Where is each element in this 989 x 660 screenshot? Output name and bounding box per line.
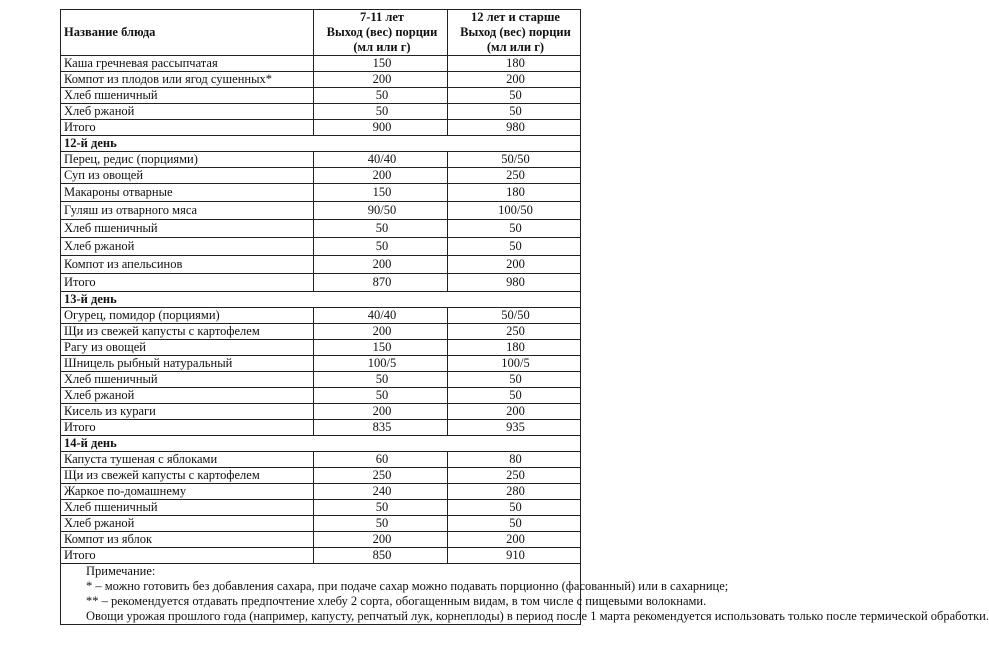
portion-7-11-cell: 40/40 — [314, 152, 448, 168]
dish-name-cell: Суп из овощей — [61, 168, 314, 184]
table-row — [61, 356, 581, 372]
dish-name-cell: Хлеб пшеничный — [61, 88, 314, 104]
portion-7-11-cell: 50 — [314, 516, 448, 532]
portion-12-plus-cell: 980 — [448, 120, 581, 136]
portion-7-11-cell: 850 — [314, 548, 448, 564]
portion-12-plus-cell: 280 — [448, 484, 581, 500]
portion-12-plus-cell: 50/50 — [448, 308, 581, 324]
table-row — [61, 56, 581, 72]
table-row — [61, 340, 581, 356]
table-row — [61, 468, 581, 484]
portion-12-plus-cell: 200 — [448, 72, 581, 88]
age-12-plus-yield-label: Выход (вес) порции — [460, 25, 571, 39]
portion-7-11-cell: 200 — [314, 324, 448, 340]
table-row — [61, 152, 581, 168]
portion-7-11-cell: 835 — [314, 420, 448, 436]
portion-7-11-cell: 150 — [314, 56, 448, 72]
portion-7-11-cell: 50 — [314, 500, 448, 516]
portion-7-11-cell: 40/40 — [314, 308, 448, 324]
note-line: ** – рекомендуется отдавать предпочтение хлебу 2 сорта, обогащенным видам, в том числе с пищевыми волокнами. — [86, 594, 707, 608]
portion-7-11-cell: 60 — [314, 452, 448, 468]
table-row — [61, 202, 581, 220]
day-title: 12-й день — [61, 136, 581, 152]
age-7-11-yield-label: Выход (вес) порции — [326, 25, 438, 39]
dish-name-cell: Огурец, помидор (порциями) — [61, 308, 314, 324]
portion-7-11-cell: 870 — [314, 274, 448, 292]
table-row — [61, 516, 581, 532]
table-header-row — [61, 10, 581, 56]
portion-12-plus-cell: 180 — [448, 184, 581, 202]
portion-7-11-cell: 150 — [314, 184, 448, 202]
portion-12-plus-cell: 100/50 — [448, 202, 581, 220]
portion-12-plus-cell: 200 — [448, 256, 581, 274]
table-row — [61, 120, 581, 136]
dish-name-cell: Кисель из кураги — [61, 404, 314, 420]
menu-table — [60, 9, 989, 625]
age-7-11-unit-label: (мл или г) — [353, 40, 411, 54]
portion-12-plus-cell: 50 — [448, 500, 581, 516]
dish-name-cell: Итого — [61, 420, 314, 436]
dish-name-cell: Каша гречневая рассыпчатая — [61, 56, 314, 72]
portion-7-11-cell: 240 — [314, 484, 448, 500]
portion-7-11-cell: 50 — [314, 238, 448, 256]
age-12-plus-label: 12 лет и старше — [471, 10, 560, 24]
dish-name-cell: Компот из плодов или ягод сушенных* — [61, 72, 314, 88]
portion-12-plus-cell: 250 — [448, 168, 581, 184]
dish-name-cell: Компот из яблок — [61, 532, 314, 548]
table-row — [61, 532, 581, 548]
portion-12-plus-cell: 80 — [448, 452, 581, 468]
portion-12-plus-cell: 180 — [448, 56, 581, 72]
dish-name-cell: Щи из свежей капусты с картофелем — [61, 324, 314, 340]
portion-12-plus-cell: 50 — [448, 238, 581, 256]
table-row — [61, 72, 581, 88]
portion-7-11-cell: 200 — [314, 168, 448, 184]
table-row — [61, 238, 581, 256]
table-row — [61, 324, 581, 340]
dish-name-cell: Хлеб ржаной — [61, 104, 314, 120]
menu-table-body — [61, 56, 581, 564]
dish-column-header: Название блюда — [61, 10, 314, 56]
age-7-11-column-header — [314, 10, 448, 56]
portion-12-plus-cell: 250 — [448, 324, 581, 340]
table-row — [61, 104, 581, 120]
portion-12-plus-cell: 935 — [448, 420, 581, 436]
day-title: 13-й день — [61, 292, 581, 308]
dish-name-cell: Щи из свежей капусты с картофелем — [61, 468, 314, 484]
dish-name-cell: Хлеб пшеничный — [61, 372, 314, 388]
portion-7-11-cell: 150 — [314, 340, 448, 356]
portion-12-plus-cell: 200 — [448, 404, 581, 420]
portion-7-11-cell: 200 — [314, 72, 448, 88]
table-row — [61, 404, 581, 420]
dish-name-cell: Шницель рыбный натуральный — [61, 356, 314, 372]
dish-name-cell: Хлеб ржаной — [61, 516, 314, 532]
table-row — [61, 484, 581, 500]
table-row — [61, 420, 581, 436]
note-block — [61, 564, 989, 625]
portion-12-plus-cell: 50 — [448, 220, 581, 238]
portion-7-11-cell: 200 — [314, 404, 448, 420]
portion-12-plus-cell: 50 — [448, 372, 581, 388]
portion-7-11-cell: 50 — [314, 88, 448, 104]
portion-7-11-cell: 250 — [314, 468, 448, 484]
portion-12-plus-cell: 50 — [448, 516, 581, 532]
table-row — [61, 88, 581, 104]
day-header-row — [61, 436, 581, 452]
dish-name-cell: Капуста тушеная с яблоками — [61, 452, 314, 468]
table-row — [61, 372, 581, 388]
portion-12-plus-cell: 180 — [448, 340, 581, 356]
portion-12-plus-cell: 200 — [448, 532, 581, 548]
portion-7-11-cell: 900 — [314, 120, 448, 136]
table-row — [61, 548, 581, 564]
portion-12-plus-cell: 250 — [448, 468, 581, 484]
note-line: Овощи урожая прошлого года (например, капусту, репчатый лук, корнеплоды) в период после 1 марта рекомендуется использовать только после термической обработки. — [86, 609, 989, 623]
dish-name-cell: Хлеб ржаной — [61, 238, 314, 256]
table-row — [61, 388, 581, 404]
portion-7-11-cell: 50 — [314, 372, 448, 388]
portion-12-plus-cell: 50 — [448, 88, 581, 104]
portion-12-plus-cell: 100/5 — [448, 356, 581, 372]
table-row — [61, 220, 581, 238]
note-title: Примечание: — [86, 564, 156, 578]
portion-12-plus-cell: 50 — [448, 104, 581, 120]
portion-12-plus-cell: 50 — [448, 388, 581, 404]
dish-name-cell: Хлеб ржаной — [61, 388, 314, 404]
dish-name-cell: Гуляш из отварного мяса — [61, 202, 314, 220]
dish-name-cell: Хлеб пшеничный — [61, 220, 314, 238]
note-row — [61, 564, 581, 625]
portion-12-plus-cell: 910 — [448, 548, 581, 564]
dish-name-cell: Макароны отварные — [61, 184, 314, 202]
day-title: 14-й день — [61, 436, 581, 452]
dish-name-cell: Хлеб пшеничный — [61, 500, 314, 516]
table-row — [61, 274, 581, 292]
portion-7-11-cell: 50 — [314, 220, 448, 238]
age-7-11-label: 7-11 лет — [359, 10, 405, 24]
portion-7-11-cell: 50 — [314, 104, 448, 120]
portion-12-plus-cell: 980 — [448, 274, 581, 292]
dish-name-cell: Итого — [61, 548, 314, 564]
day-header-row — [61, 292, 581, 308]
dish-name-cell: Итого — [61, 274, 314, 292]
table-row — [61, 256, 581, 274]
dish-name-cell: Жаркое по-домашнему — [61, 484, 314, 500]
portion-7-11-cell: 200 — [314, 256, 448, 274]
table-row — [61, 184, 581, 202]
dish-name-cell: Итого — [61, 120, 314, 136]
portion-7-11-cell: 200 — [314, 532, 448, 548]
dish-name-cell: Компот из апельсинов — [61, 256, 314, 274]
portion-12-plus-cell: 50/50 — [448, 152, 581, 168]
portion-7-11-cell: 50 — [314, 388, 448, 404]
table-row — [61, 168, 581, 184]
table-row — [61, 452, 581, 468]
table-row — [61, 500, 581, 516]
age-12-plus-column-header — [448, 10, 581, 56]
dish-name-cell: Рагу из овощей — [61, 340, 314, 356]
note-line: * – можно готовить без добавления сахара, при подаче сахар можно подавать порционно (фасованный) или в сахарнице; — [86, 579, 729, 593]
table-row — [61, 308, 581, 324]
day-header-row — [61, 136, 581, 152]
portion-7-11-cell: 90/50 — [314, 202, 448, 220]
portion-7-11-cell: 100/5 — [314, 356, 448, 372]
age-12-plus-unit-label: (мл или г) — [486, 40, 545, 54]
dish-name-cell: Перец, редис (порциями) — [61, 152, 314, 168]
